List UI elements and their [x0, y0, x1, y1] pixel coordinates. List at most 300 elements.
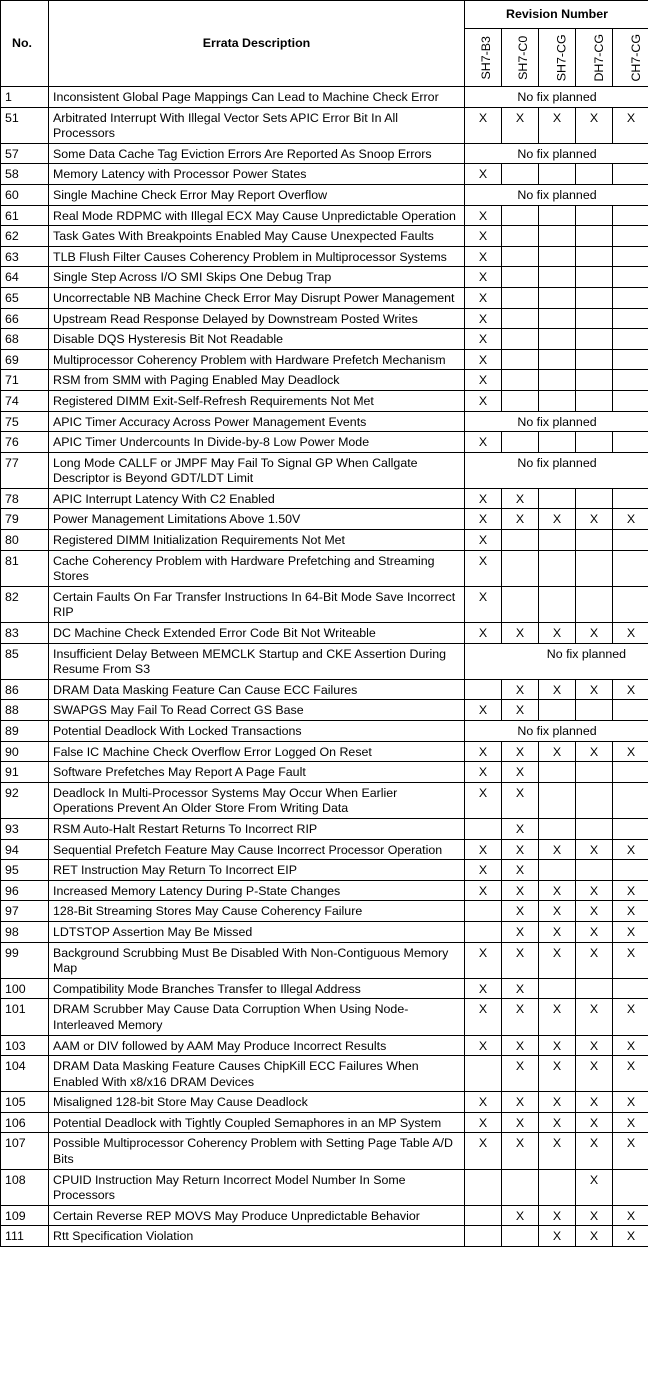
errata-number: 96: [1, 880, 49, 901]
revision-cell: X: [465, 586, 502, 622]
revision-cell: X: [502, 1112, 539, 1133]
revision-cell: X: [539, 1035, 576, 1056]
header-revision-group: Revision Number: [465, 1, 648, 29]
errata-description: Single Machine Check Error May Report Overflow: [49, 184, 465, 205]
revision-cell: X: [465, 942, 502, 978]
revision-cell: X: [502, 901, 539, 922]
table-row: [1, 390, 648, 411]
revision-cell: X: [613, 1035, 648, 1056]
revision-cell: X: [539, 1092, 576, 1113]
table-row: [1, 411, 648, 432]
table-row: [1, 87, 648, 108]
revision-cell: [576, 700, 613, 721]
revision-cell: X: [613, 623, 648, 644]
revision-cell: X: [576, 921, 613, 942]
errata-number: 62: [1, 226, 49, 247]
revision-cell: X: [502, 1035, 539, 1056]
errata-description: Long Mode CALLF or JMPF May Fail To Signal GP When Callgate Descriptor is Beyond GDT/LDT Limit: [49, 452, 465, 488]
revision-cell: X: [465, 349, 502, 370]
revision-cell: X: [465, 978, 502, 999]
no-fix-planned: No fix planned: [465, 721, 648, 742]
errata-number: 80: [1, 530, 49, 551]
revision-cell: [502, 1169, 539, 1205]
revision-cell: X: [539, 107, 576, 143]
header-revision: CH7-CG: [613, 29, 648, 87]
errata-number: 109: [1, 1205, 49, 1226]
revision-cell: [613, 205, 648, 226]
revision-cell: [502, 550, 539, 586]
errata-number: 98: [1, 921, 49, 942]
revision-cell: [465, 1169, 502, 1205]
revision-cell: [613, 700, 648, 721]
revision-cell: X: [465, 880, 502, 901]
revision-cell: [613, 267, 648, 288]
table-row: [1, 1112, 648, 1133]
revision-cell: [576, 818, 613, 839]
revision-cell: [576, 978, 613, 999]
errata-description: Memory Latency with Processor Power States: [49, 164, 465, 185]
revision-cell: X: [502, 921, 539, 942]
table-row: [1, 860, 648, 881]
revision-cell: X: [613, 679, 648, 700]
errata-rows: [1, 87, 648, 1247]
revision-cell: [465, 1056, 502, 1092]
errata-number: 76: [1, 432, 49, 453]
table-row: [1, 184, 648, 205]
table-row: [1, 107, 648, 143]
table-row: [1, 643, 648, 679]
header-revision: SH7-CG: [539, 29, 576, 87]
errata-description: Power Management Limitations Above 1.50V: [49, 509, 465, 530]
revision-cell: X: [613, 901, 648, 922]
revision-cell: X: [576, 880, 613, 901]
revision-cell: X: [465, 370, 502, 391]
revision-cell: [539, 246, 576, 267]
revision-cell: [576, 860, 613, 881]
table-row: [1, 164, 648, 185]
errata-number: 107: [1, 1133, 49, 1169]
errata-description: CPUID Instruction May Return Incorrect Model Number In Some Processors: [49, 1169, 465, 1205]
revision-cell: X: [613, 942, 648, 978]
revision-cell: X: [576, 1092, 613, 1113]
revision-cell: [613, 349, 648, 370]
errata-description: AAM or DIV followed by AAM May Produce Incorrect Results: [49, 1035, 465, 1056]
errata-number: 61: [1, 205, 49, 226]
errata-number: 100: [1, 978, 49, 999]
errata-number: 78: [1, 488, 49, 509]
table-row: [1, 586, 648, 622]
errata-number: 64: [1, 267, 49, 288]
errata-number: 63: [1, 246, 49, 267]
errata-description: Certain Faults On Far Transfer Instructions In 64-Bit Mode Save Incorrect RIP: [49, 586, 465, 622]
no-fix-planned: No fix planned: [465, 143, 648, 164]
revision-cell: [539, 308, 576, 329]
revision-cell: [539, 488, 576, 509]
table-row: [1, 452, 648, 488]
revision-cell: [502, 308, 539, 329]
revision-cell: X: [502, 623, 539, 644]
revision-cell: X: [465, 839, 502, 860]
errata-number: 103: [1, 1035, 49, 1056]
errata-description: Background Scrubbing Must Be Disabled With Non-Contiguous Memory Map: [49, 942, 465, 978]
table-row: [1, 921, 648, 942]
errata-number: 69: [1, 349, 49, 370]
revision-cell: X: [613, 839, 648, 860]
errata-description: Disable DQS Hysteresis Bit Not Readable: [49, 329, 465, 350]
revision-cell: [613, 586, 648, 622]
revision-cell: X: [576, 901, 613, 922]
revision-cell: [465, 901, 502, 922]
revision-cell: [576, 530, 613, 551]
table-row: [1, 370, 648, 391]
revision-cell: [465, 921, 502, 942]
revision-cell: X: [502, 1092, 539, 1113]
revision-cell: X: [576, 623, 613, 644]
revision-cell: X: [576, 679, 613, 700]
revision-cell: [576, 205, 613, 226]
revision-cell: X: [465, 762, 502, 783]
revision-cell: X: [502, 679, 539, 700]
table-row: [1, 205, 648, 226]
revision-cell: [576, 550, 613, 586]
revision-cell: [539, 370, 576, 391]
table-row: [1, 782, 648, 818]
revision-cell: X: [613, 999, 648, 1035]
revision-cell: X: [576, 107, 613, 143]
revision-cell: [539, 1169, 576, 1205]
table-row: [1, 246, 648, 267]
revision-cell: [576, 246, 613, 267]
revision-cell: X: [539, 1205, 576, 1226]
revision-cell: [576, 390, 613, 411]
revision-cell: X: [465, 488, 502, 509]
errata-number: 86: [1, 679, 49, 700]
errata-number: 51: [1, 107, 49, 143]
revision-cell: [613, 329, 648, 350]
revision-cell: [576, 432, 613, 453]
errata-number: 104: [1, 1056, 49, 1092]
revision-cell: [502, 226, 539, 247]
table-row: [1, 226, 648, 247]
errata-description: 128-Bit Streaming Stores May Cause Coherency Failure: [49, 901, 465, 922]
errata-number: 74: [1, 390, 49, 411]
revision-cell: [613, 1169, 648, 1205]
errata-number: 65: [1, 287, 49, 308]
table-row: [1, 901, 648, 922]
revision-cell: X: [613, 1112, 648, 1133]
errata-number: 111: [1, 1226, 49, 1247]
revision-cell: X: [576, 1133, 613, 1169]
revision-cell: [539, 226, 576, 247]
revision-cell: X: [613, 880, 648, 901]
revision-cell: X: [465, 432, 502, 453]
table-row: [1, 700, 648, 721]
revision-cell: X: [539, 1112, 576, 1133]
revision-cell: X: [539, 623, 576, 644]
revision-cell: [539, 860, 576, 881]
table-row: [1, 550, 648, 586]
revision-cell: X: [576, 999, 613, 1035]
revision-cell: [539, 586, 576, 622]
errata-description: APIC Interrupt Latency With C2 Enabled: [49, 488, 465, 509]
revision-cell: X: [465, 1092, 502, 1113]
revision-cell: X: [465, 107, 502, 143]
revision-cell: [539, 329, 576, 350]
revision-cell: X: [465, 860, 502, 881]
errata-description: RSM from SMM with Paging Enabled May Deadlock: [49, 370, 465, 391]
revision-cell: X: [502, 488, 539, 509]
revision-cell: X: [465, 530, 502, 551]
revision-cell: X: [465, 308, 502, 329]
revision-cell: [576, 329, 613, 350]
errata-description: Insufficient Delay Between MEMCLK Startup and CKE Assertion During Resume From S3: [49, 643, 465, 679]
revision-cell: X: [613, 1056, 648, 1092]
errata-number: 91: [1, 762, 49, 783]
revision-cell: X: [613, 1092, 648, 1113]
revision-cell: [502, 287, 539, 308]
table-row: [1, 1226, 648, 1247]
revision-cell: X: [576, 1112, 613, 1133]
errata-description: Software Prefetches May Report A Page Fault: [49, 762, 465, 783]
revision-cell: X: [502, 880, 539, 901]
errata-description: Some Data Cache Tag Eviction Errors Are Reported As Snoop Errors: [49, 143, 465, 164]
revision-cell: [502, 164, 539, 185]
revision-cell: X: [539, 1133, 576, 1169]
revision-cell: X: [576, 839, 613, 860]
revision-cell: X: [613, 1133, 648, 1169]
errata-description: DRAM Scrubber May Cause Data Corruption When Using Node-Interleaved Memory: [49, 999, 465, 1035]
errata-description: DRAM Data Masking Feature Causes ChipKill ECC Failures When Enabled With x8/x16 DRAM Devices: [49, 1056, 465, 1092]
revision-cell: X: [502, 741, 539, 762]
revision-cell: [502, 530, 539, 551]
errata-description: RET Instruction May Return To Incorrect EIP: [49, 860, 465, 881]
errata-number: 93: [1, 818, 49, 839]
revision-cell: X: [465, 550, 502, 586]
revision-cell: [613, 308, 648, 329]
revision-cell: X: [576, 741, 613, 762]
revision-cell: X: [539, 1056, 576, 1092]
revision-cell: X: [502, 107, 539, 143]
revision-cell: X: [465, 246, 502, 267]
revision-cell: [502, 267, 539, 288]
errata-description: Sequential Prefetch Feature May Cause Incorrect Processor Operation: [49, 839, 465, 860]
revision-cell: X: [613, 741, 648, 762]
errata-number: 105: [1, 1092, 49, 1113]
revision-cell: X: [502, 509, 539, 530]
revision-cell: X: [502, 1133, 539, 1169]
revision-cell: [539, 390, 576, 411]
errata-number: 79: [1, 509, 49, 530]
revision-cell: X: [502, 999, 539, 1035]
errata-description: Registered DIMM Initialization Requirements Not Met: [49, 530, 465, 551]
revision-cell: X: [465, 329, 502, 350]
revision-cell: X: [576, 1056, 613, 1092]
errata-number: 106: [1, 1112, 49, 1133]
revision-cell: [502, 1226, 539, 1247]
revision-cell: [576, 164, 613, 185]
revision-cell: [502, 432, 539, 453]
table-row: [1, 143, 648, 164]
errata-number: 90: [1, 741, 49, 762]
errata-description: Single Step Across I/O SMI Skips One Debug Trap: [49, 267, 465, 288]
revision-cell: X: [576, 509, 613, 530]
revision-cell: [502, 349, 539, 370]
revision-cell: [576, 308, 613, 329]
revision-cell: X: [502, 1056, 539, 1092]
revision-cell: X: [613, 509, 648, 530]
table-row: [1, 741, 648, 762]
errata-number: 97: [1, 901, 49, 922]
table-row: [1, 623, 648, 644]
revision-cell: [576, 370, 613, 391]
revision-cell: X: [539, 942, 576, 978]
revision-cell: X: [539, 509, 576, 530]
revision-cell: X: [539, 679, 576, 700]
revision-cell: [465, 1226, 502, 1247]
header-revision: SH7-B3: [465, 29, 502, 87]
revision-cell: [502, 329, 539, 350]
table-row: [1, 509, 648, 530]
revision-cell: [576, 349, 613, 370]
revision-cell: [613, 246, 648, 267]
revision-cell: X: [465, 509, 502, 530]
revision-cell: [539, 267, 576, 288]
errata-number: 58: [1, 164, 49, 185]
revision-cell: [539, 205, 576, 226]
revision-cell: [576, 488, 613, 509]
table-row: [1, 762, 648, 783]
errata-description: Upstream Read Response Delayed by Downstream Posted Writes: [49, 308, 465, 329]
table-row: [1, 488, 648, 509]
revision-cell: X: [465, 700, 502, 721]
revision-cell: X: [576, 1035, 613, 1056]
revision-cell: [539, 782, 576, 818]
table-row: [1, 1205, 648, 1226]
revision-cell: X: [465, 1035, 502, 1056]
errata-number: 101: [1, 999, 49, 1035]
errata-description: Compatibility Mode Branches Transfer to Illegal Address: [49, 978, 465, 999]
revision-cell: X: [465, 390, 502, 411]
revision-cell: X: [465, 782, 502, 818]
errata-number: 83: [1, 623, 49, 644]
revision-cell: [613, 488, 648, 509]
revision-cell: X: [502, 942, 539, 978]
revision-cell: X: [502, 700, 539, 721]
header-description: Errata Description: [49, 1, 465, 87]
revision-cell: [613, 818, 648, 839]
table-row: [1, 978, 648, 999]
table-row: [1, 942, 648, 978]
revision-cell: X: [576, 1169, 613, 1205]
errata-number: 95: [1, 860, 49, 881]
errata-description: Potential Deadlock With Locked Transactions: [49, 721, 465, 742]
errata-description: Rtt Specification Violation: [49, 1226, 465, 1247]
header-revision: SH7-C0: [502, 29, 539, 87]
errata-number: 68: [1, 329, 49, 350]
errata-description: False IC Machine Check Overflow Error Logged On Reset: [49, 741, 465, 762]
revision-cell: [539, 287, 576, 308]
table-row: [1, 329, 648, 350]
revision-cell: [502, 390, 539, 411]
revision-cell: X: [613, 107, 648, 143]
revision-cell: [502, 370, 539, 391]
errata-description: Uncorrectable NB Machine Check Error May Disrupt Power Management: [49, 287, 465, 308]
table-row: [1, 818, 648, 839]
errata-description: Certain Reverse REP MOVS May Produce Unpredictable Behavior: [49, 1205, 465, 1226]
errata-number: 89: [1, 721, 49, 742]
revision-cell: [539, 164, 576, 185]
no-fix-planned: No fix planned: [465, 87, 648, 108]
table-row: [1, 839, 648, 860]
revision-cell: [613, 164, 648, 185]
errata-description: Registered DIMM Exit-Self-Refresh Requirements Not Met: [49, 390, 465, 411]
revision-cell: [613, 530, 648, 551]
errata-description: Potential Deadlock with Tightly Coupled Semaphores in an MP System: [49, 1112, 465, 1133]
revision-cell: [613, 762, 648, 783]
no-fix-planned: No fix planned: [465, 411, 648, 432]
errata-description: SWAPGS May Fail To Read Correct GS Base: [49, 700, 465, 721]
revision-cell: [576, 586, 613, 622]
revision-cell: X: [539, 839, 576, 860]
revision-cell: X: [465, 1112, 502, 1133]
table-row: [1, 1133, 648, 1169]
revision-cell: X: [465, 205, 502, 226]
revision-cell: [613, 287, 648, 308]
revision-cell: [613, 978, 648, 999]
errata-description: Possible Multiprocessor Coherency Problem with Setting Page Table A/D Bits: [49, 1133, 465, 1169]
errata-number: 108: [1, 1169, 49, 1205]
errata-number: 81: [1, 550, 49, 586]
revision-cell: X: [465, 164, 502, 185]
revision-cell: [613, 550, 648, 586]
errata-number: 82: [1, 586, 49, 622]
revision-cell: [613, 782, 648, 818]
errata-description: DRAM Data Masking Feature Can Cause ECC Failures: [49, 679, 465, 700]
errata-description: Task Gates With Breakpoints Enabled May Cause Unexpected Faults: [49, 226, 465, 247]
errata-number: 75: [1, 411, 49, 432]
errata-number: 99: [1, 942, 49, 978]
errata-description: Inconsistent Global Page Mappings Can Lead to Machine Check Error: [49, 87, 465, 108]
revision-cell: [502, 586, 539, 622]
revision-cell: X: [502, 839, 539, 860]
table-row: [1, 349, 648, 370]
revision-cell: X: [465, 623, 502, 644]
revision-cell: X: [465, 267, 502, 288]
revision-cell: [539, 762, 576, 783]
revision-cell: X: [502, 860, 539, 881]
revision-cell: [539, 818, 576, 839]
no-fix-planned: No fix planned: [465, 452, 648, 488]
revision-cell: [539, 432, 576, 453]
table-row: [1, 530, 648, 551]
table-row: [1, 432, 648, 453]
revision-cell: X: [613, 921, 648, 942]
revision-cell: X: [576, 1226, 613, 1247]
header-revision: DH7-CG: [576, 29, 613, 87]
no-fix-planned: No fix planned: [465, 184, 648, 205]
revision-cell: X: [465, 741, 502, 762]
table-row: [1, 1169, 648, 1205]
revision-cell: [539, 530, 576, 551]
table-row: [1, 999, 648, 1035]
revision-cell: X: [539, 999, 576, 1035]
errata-description: RSM Auto-Halt Restart Returns To Incorrect RIP: [49, 818, 465, 839]
revision-cell: X: [502, 782, 539, 818]
table-row: [1, 880, 648, 901]
revision-cell: X: [613, 1226, 648, 1247]
errata-number: 1: [1, 87, 49, 108]
revision-cell: [576, 782, 613, 818]
